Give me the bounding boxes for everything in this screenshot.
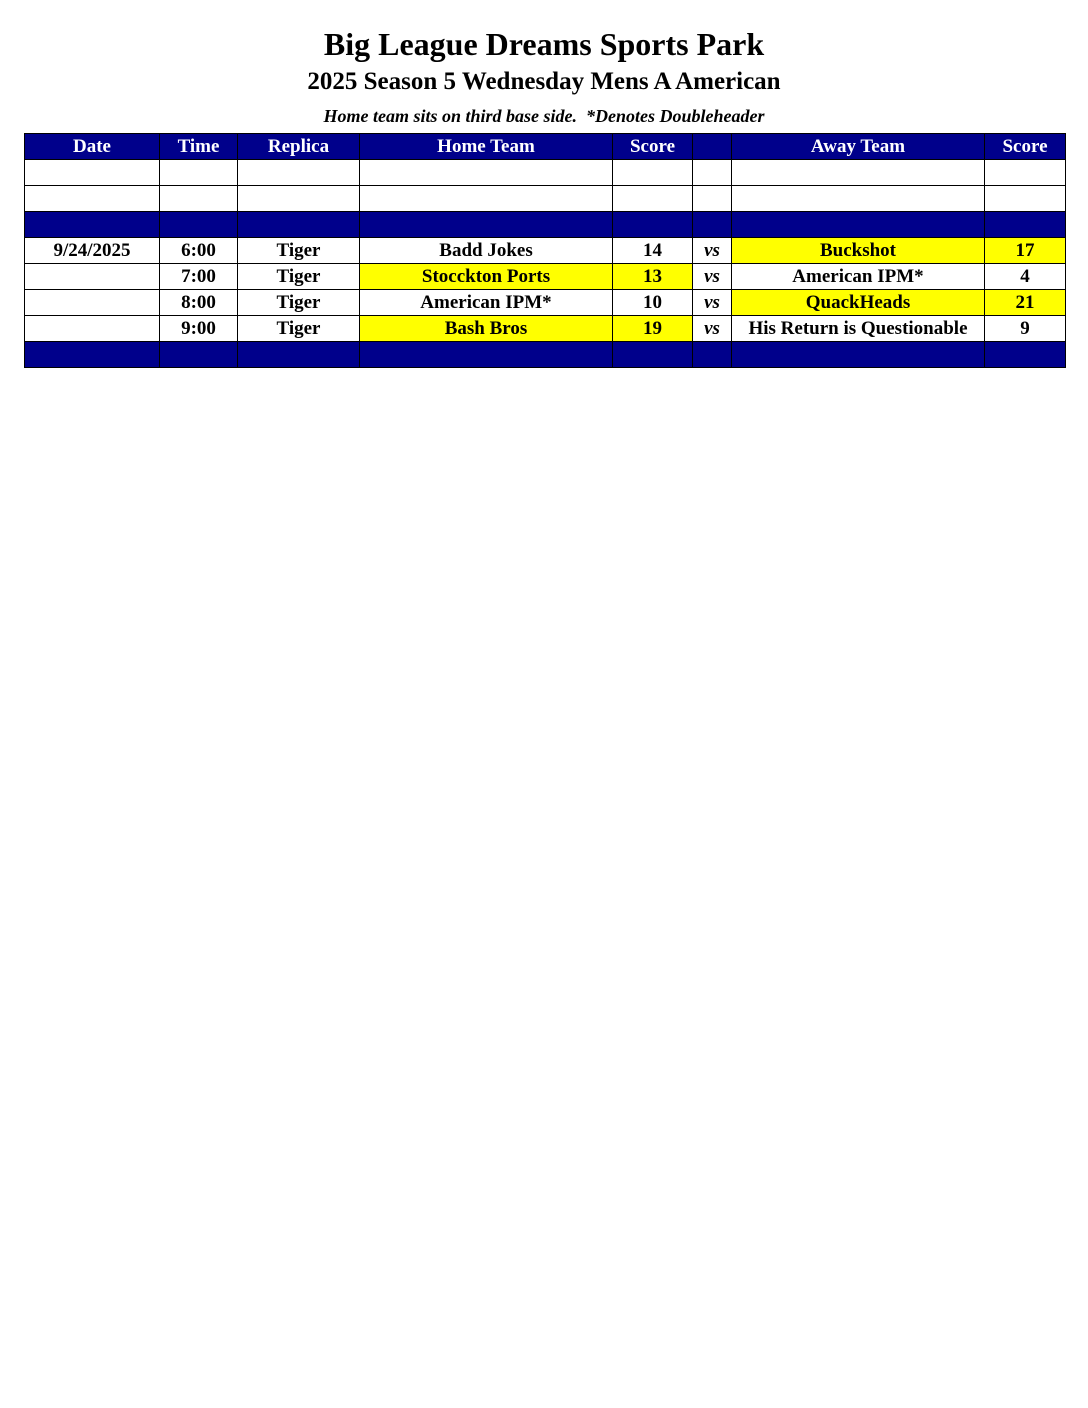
game-replica: Tiger — [238, 264, 360, 290]
band-cell — [693, 342, 732, 368]
home-team: Stocckton Ports — [360, 264, 613, 290]
header-row — [25, 134, 1066, 160]
game-date — [25, 290, 160, 316]
column-header-home-team: Home Team — [360, 134, 613, 160]
column-header-away-score: Score — [985, 134, 1066, 160]
empty-cell — [160, 160, 238, 186]
empty-cell — [613, 160, 693, 186]
column-header-vs — [693, 134, 732, 160]
game-row — [25, 316, 1066, 342]
empty-cell — [238, 160, 360, 186]
home-score: 14 — [613, 238, 693, 264]
home-score: 13 — [613, 264, 693, 290]
game-row — [25, 238, 1066, 264]
empty-cell — [693, 186, 732, 212]
band-cell — [732, 212, 985, 238]
empty-cell — [160, 186, 238, 212]
game-row — [25, 264, 1066, 290]
divider-band-row — [25, 212, 1066, 238]
game-time: 9:00 — [160, 316, 238, 342]
game-date — [25, 264, 160, 290]
game-replica: Tiger — [238, 290, 360, 316]
away-team: American IPM* — [732, 264, 985, 290]
home-score: 10 — [613, 290, 693, 316]
column-header-away-team: Away Team — [732, 134, 985, 160]
schedule-note: Home team sits on third base side. *Denotes Doubleheader — [323, 106, 765, 126]
away-score: 9 — [985, 316, 1066, 342]
game-replica: Tiger — [238, 316, 360, 342]
vs-label: vs — [693, 316, 732, 342]
home-team: Bash Bros — [360, 316, 613, 342]
page-title: Big League Dreams Sports Park — [323, 26, 765, 62]
band-cell — [160, 212, 238, 238]
away-score: 21 — [985, 290, 1066, 316]
empty-cell — [25, 186, 160, 212]
empty-cell — [985, 186, 1066, 212]
empty-cell — [613, 186, 693, 212]
divider-band-row — [25, 342, 1066, 368]
page-subtitle: 2025 Season 5 Wednesday Mens A American — [307, 68, 781, 95]
vs-label: vs — [693, 290, 732, 316]
vs-label: vs — [693, 264, 732, 290]
empty-row — [25, 186, 1066, 212]
away-score: 4 — [985, 264, 1066, 290]
band-cell — [238, 342, 360, 368]
away-team: Buckshot — [732, 238, 985, 264]
column-header-time: Time — [160, 134, 238, 160]
home-score: 19 — [613, 316, 693, 342]
schedule-table — [24, 133, 1066, 368]
away-team: His Return is Questionable — [732, 316, 985, 342]
game-date — [25, 316, 160, 342]
band-cell — [25, 342, 160, 368]
band-cell — [25, 212, 160, 238]
column-header-replica: Replica — [238, 134, 360, 160]
empty-cell — [25, 160, 160, 186]
band-cell — [693, 212, 732, 238]
away-team: QuackHeads — [732, 290, 985, 316]
empty-cell — [360, 186, 613, 212]
game-time: 7:00 — [160, 264, 238, 290]
band-cell — [238, 212, 360, 238]
empty-cell — [985, 160, 1066, 186]
game-date: 9/24/2025 — [25, 238, 160, 264]
empty-cell — [693, 160, 732, 186]
empty-row — [25, 160, 1066, 186]
band-cell — [160, 342, 238, 368]
away-score: 17 — [985, 238, 1066, 264]
home-team: Badd Jokes — [360, 238, 613, 264]
empty-cell — [238, 186, 360, 212]
band-cell — [360, 212, 613, 238]
band-cell — [732, 342, 985, 368]
empty-cell — [732, 186, 985, 212]
band-cell — [613, 342, 693, 368]
vs-label: vs — [693, 238, 732, 264]
band-cell — [985, 212, 1066, 238]
game-time: 6:00 — [160, 238, 238, 264]
band-cell — [613, 212, 693, 238]
game-row — [25, 290, 1066, 316]
column-header-date: Date — [25, 134, 160, 160]
band-cell — [985, 342, 1066, 368]
game-replica: Tiger — [238, 238, 360, 264]
empty-cell — [360, 160, 613, 186]
game-time: 8:00 — [160, 290, 238, 316]
home-team: American IPM* — [360, 290, 613, 316]
empty-cell — [732, 160, 985, 186]
band-cell — [360, 342, 613, 368]
column-header-home-score: Score — [613, 134, 693, 160]
